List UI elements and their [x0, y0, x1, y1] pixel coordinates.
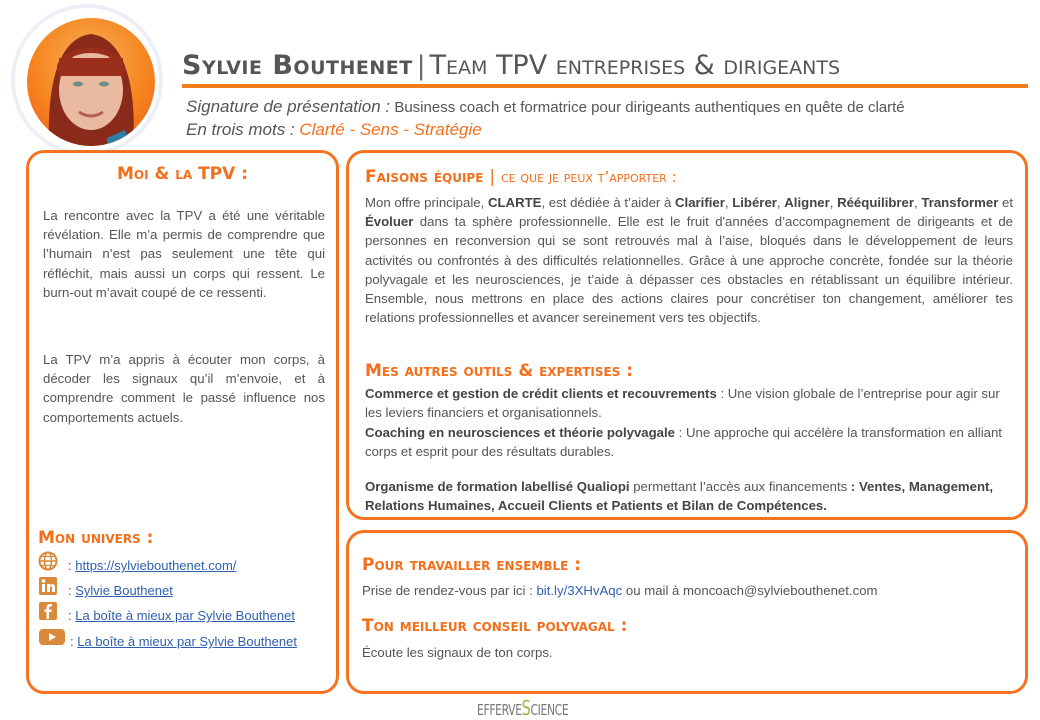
link-prefix: : [70, 634, 74, 649]
contact-email-text: ou mail à moncoach@sylviebouthenet.com [622, 583, 878, 598]
youtube-icon [38, 627, 66, 647]
conseil-text: Écoute les signaux de ton corps. [362, 645, 553, 660]
travailler-ensemble-heading: Pour travailler ensemble : [362, 555, 582, 575]
signature-text: Business coach et formatrice pour dirigeants authentiques en quête de clarté [394, 99, 905, 116]
moi-tpv-paragraph-1: La rencontre avec la TPV a été une véritable révélation. Elle m’a permis de comprendre que l’humain n’est pas seulement une tête qui réfléchit, mais aussi un corps qui ressent. Le burn-out m’avait coupé de ce ressenti. [43, 208, 325, 300]
signature-label: Signature de présentation : [186, 97, 391, 116]
link-prefix: : [68, 558, 72, 573]
avatar [27, 18, 155, 146]
three-words-value: Clarté - Sens - Stratégie [299, 120, 482, 139]
link-prefix: : [68, 583, 72, 598]
youtube-link[interactable]: La boîte à mieux par Sylvie Bouthenet [77, 634, 297, 649]
moi-tpv-heading: Moi & la TPV : [116, 164, 249, 184]
heading-separator: | [489, 167, 496, 187]
heading-light: ce que je peux t’apporter : [501, 168, 677, 186]
signature-line [186, 97, 905, 117]
globe-icon [38, 551, 60, 571]
qualiopi-item: Organisme de formation labellisé Qualiopi permettant l’accès aux financements : Ventes, Management, Relations Humaines, Accueil Clients et Patients et Bilan de Compétences. [365, 479, 994, 514]
team-name: Team TPV entreprises & dirigeants [429, 50, 841, 81]
moi-tpv-paragraph-2: La TPV m’a appris à écouter mon corps, à décoder les signaux qu’il m’envoie, et à comprendre comment le passé influence nos comportements actuels. [43, 352, 325, 425]
mon-univers-heading: Mon univers : [38, 528, 154, 548]
effervescience-logo: EFFERVESCIENCE [477, 696, 569, 720]
person-name: Sylvie Bouthenet [182, 50, 413, 81]
contact-line [362, 583, 878, 598]
website-link-row [38, 551, 236, 573]
contact-panel [346, 530, 1028, 694]
three-words-label: En trois mots : [186, 120, 295, 139]
link-prefix: : [68, 608, 72, 623]
linkedin-link-row [38, 576, 173, 598]
facebook-link-row [38, 601, 295, 623]
offer-paragraph: Mon offre principale, CLARTE, est dédiée à t’aider à Clarifier, Libérer, Aligner, Rééquilibrer, Transformer et Évoluer dans ta sphère professionnelle. Elle est le fruit d'années d’accompagnement de dirigeants et de personnes en reconversion qui se sont retrouvés mal à l’aise, bloqués dans le développement de leurs activités ou confrontés à des difficultés relationnelles. Grâce à une approche concrète, fondée sur la théorie polyvagale et les neurosciences, je t’aide à dépasser ces obstacles en rétablissant un équilibre intérieur. Ensemble, nous mettrons en place des actions claires pour concrétiser ton changement, améliorer tes relations professionnelles et avancer sereinement vers tes objectifs. [365, 195, 1014, 326]
expertise-item: Commerce et gestion de crédit clients et recouvrements : Une vision globale de l’entreprise pour agir sur les leviers financiers et organisationnels. [365, 386, 1000, 421]
website-link[interactable]: https://sylviebouthenet.com/ [75, 558, 237, 573]
heading-bold: Faisons équipe [365, 167, 484, 187]
youtube-link-row [38, 627, 297, 649]
three-words-line [186, 120, 482, 140]
facebook-link[interactable]: La boîte à mieux par Sylvie Bouthenet [75, 608, 295, 623]
contact-prefix: Prise de rendez-vous par ici : [362, 583, 537, 598]
linkedin-link[interactable]: Sylvie Bouthenet [75, 583, 173, 598]
booking-link[interactable]: bit.ly/3XHvAqc [536, 583, 623, 598]
linkedin-icon [38, 576, 60, 596]
moi-et-la-tpv-panel [26, 150, 339, 694]
faisons-equipe-heading [365, 167, 677, 187]
faisons-equipe-panel [346, 150, 1028, 520]
outils-expertises-heading: Mes autres outils & expertises : [365, 361, 634, 381]
conseil-polyvagal-heading: Ton meilleur conseil polyvagal : [362, 616, 628, 636]
page-title [182, 50, 1028, 88]
facebook-icon [38, 601, 60, 621]
portrait-image [27, 18, 155, 146]
expertise-item: Coaching en neurosciences et théorie polyvagale : Une approche qui accélère la transformation en alliant corps et esprit pour des résultats durables. [365, 425, 1002, 460]
title-separator: | [416, 51, 426, 81]
